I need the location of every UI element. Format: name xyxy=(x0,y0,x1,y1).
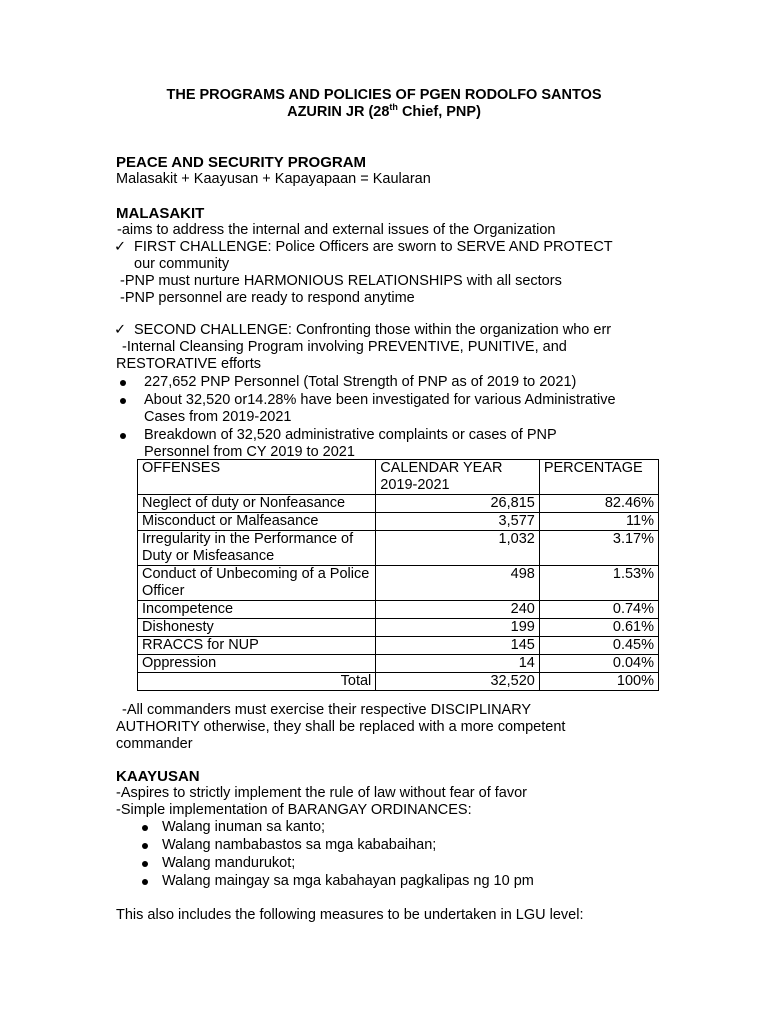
count-cell: 1,032 xyxy=(376,531,540,566)
bullet-icon xyxy=(142,825,148,831)
pct-cell: 0.04% xyxy=(539,655,658,673)
bullet-icon xyxy=(142,843,148,849)
offense-cell: Dishonesty xyxy=(138,619,376,637)
table-row xyxy=(138,531,659,566)
kaayusan-line1: -Aspires to strictly implement the rule of law without fear of favor xyxy=(116,785,527,801)
total-count: 32,520 xyxy=(376,673,540,691)
bullet-icon xyxy=(120,380,126,386)
table-total-row xyxy=(138,673,659,691)
bullet-icon xyxy=(142,861,148,867)
offense-cell: Incompetence xyxy=(138,601,376,619)
count-cell: 14 xyxy=(376,655,540,673)
list-item: Walang mandurukot; xyxy=(162,855,296,871)
bullet-icon xyxy=(120,433,126,439)
table-row xyxy=(138,655,659,673)
peace-heading: PEACE AND SECURITY PROGRAM xyxy=(116,154,367,171)
header-percentage: PERCENTAGE xyxy=(539,460,658,495)
bullet-breakdown-line1: Breakdown of 32,520 administrative complaints or cases of PNP xyxy=(144,427,557,443)
count-cell: 3,577 xyxy=(376,513,540,531)
pct-cell: 0.45% xyxy=(539,637,658,655)
table-row xyxy=(138,566,659,601)
malasakit-heading: MALASAKIT xyxy=(116,205,205,222)
header-calendar-year: CALENDAR YEAR 2019-2021 xyxy=(376,460,540,495)
bullet-icon xyxy=(142,879,148,885)
first-sub-1: -PNP must nurture HARMONIOUS RELATIONSHIPS with all sectors xyxy=(120,273,562,289)
commanders-line3: commander xyxy=(116,736,193,752)
document-title-line2 xyxy=(0,104,768,121)
title-line2-end: Chief, PNP) xyxy=(397,104,481,120)
check-icon: ✓ xyxy=(114,239,127,255)
count-cell: 498 xyxy=(376,566,540,601)
first-challenge xyxy=(114,239,613,256)
offense-cell: Neglect of duty or Nonfeasance xyxy=(138,495,376,513)
offense-cell: Misconduct or Malfeasance xyxy=(138,513,376,531)
count-cell: 240 xyxy=(376,601,540,619)
first-challenge-cont: our community xyxy=(134,256,230,272)
title-line2-text: AZURIN JR (28 xyxy=(287,104,390,120)
kaayusan-heading: KAAYUSAN xyxy=(116,768,200,785)
bullet-investigated-line1: About 32,520 or14.28% have been investigated for various Administrative xyxy=(144,392,616,408)
bullet-breakdown-line2: Personnel from CY 2019 to 2021 xyxy=(144,444,355,460)
offense-cell: Oppression xyxy=(138,655,376,673)
pct-cell: 0.74% xyxy=(539,601,658,619)
title-superscript: th xyxy=(389,102,398,112)
second-challenge xyxy=(114,322,611,339)
commanders-line2: AUTHORITY otherwise, they shall be replaced with a more competent xyxy=(116,719,566,735)
table-row xyxy=(138,495,659,513)
header-offenses: OFFENSES xyxy=(138,460,376,495)
table-row xyxy=(138,513,659,531)
commanders-line1: -All commanders must exercise their respective DISCIPLINARY xyxy=(122,702,532,718)
table-row xyxy=(138,637,659,655)
list-item: Walang nambabastos sa mga kababaihan; xyxy=(162,837,437,853)
check-icon: ✓ xyxy=(114,322,127,338)
count-cell: 26,815 xyxy=(376,495,540,513)
pct-cell: 1.53% xyxy=(539,566,658,601)
offense-cell: Conduct of Unbecoming of a Police Officer xyxy=(138,566,376,601)
table-row xyxy=(138,619,659,637)
pct-cell: 82.46% xyxy=(539,495,658,513)
kaayusan-line2: -Simple implementation of BARANGAY ORDINANCES: xyxy=(116,802,472,818)
total-label: Total xyxy=(138,673,376,691)
offense-cell: Irregularity in the Performance of Duty or Misfeasance xyxy=(138,531,376,566)
bullet-strength: 227,652 PNP Personnel (Total Strength of PNP as of 2019 to 2021) xyxy=(144,374,577,390)
offenses-table xyxy=(137,459,659,691)
malasakit-aim: -aims to address the internal and external issues of the Organization xyxy=(117,222,556,238)
table-row xyxy=(138,601,659,619)
table-header-row xyxy=(138,460,659,495)
closing-text: This also includes the following measures to be undertaken in LGU level: xyxy=(116,907,584,923)
document-title-line1: THE PROGRAMS AND POLICIES OF PGEN RODOLFO SANTOS xyxy=(166,87,602,103)
count-cell: 145 xyxy=(376,637,540,655)
first-sub-2: -PNP personnel are ready to respond anytime xyxy=(120,290,415,306)
pct-cell: 11% xyxy=(539,513,658,531)
peace-formula: Malasakit + Kaayusan + Kapayapaan = Kaularan xyxy=(116,171,431,187)
second-sub-line2: RESTORATIVE efforts xyxy=(116,356,262,372)
pct-cell: 3.17% xyxy=(539,531,658,566)
count-cell: 199 xyxy=(376,619,540,637)
list-item: Walang maingay sa mga kabahayan pagkalipas ng 10 pm xyxy=(162,873,534,889)
bullet-investigated-line2: Cases from 2019-2021 xyxy=(144,409,292,425)
second-sub-line1: -Internal Cleansing Program involving PREVENTIVE, PUNITIVE, and xyxy=(122,339,567,355)
second-challenge-text: SECOND CHALLENGE: Confronting those within the organization who err xyxy=(134,322,612,338)
offense-cell: RRACCS for NUP xyxy=(138,637,376,655)
bullet-icon xyxy=(120,398,126,404)
total-pct: 100% xyxy=(539,673,658,691)
pct-cell: 0.61% xyxy=(539,619,658,637)
list-item: Walang inuman sa kanto; xyxy=(162,819,326,835)
first-challenge-text: FIRST CHALLENGE: Police Officers are sworn to SERVE AND PROTECT xyxy=(134,239,613,255)
